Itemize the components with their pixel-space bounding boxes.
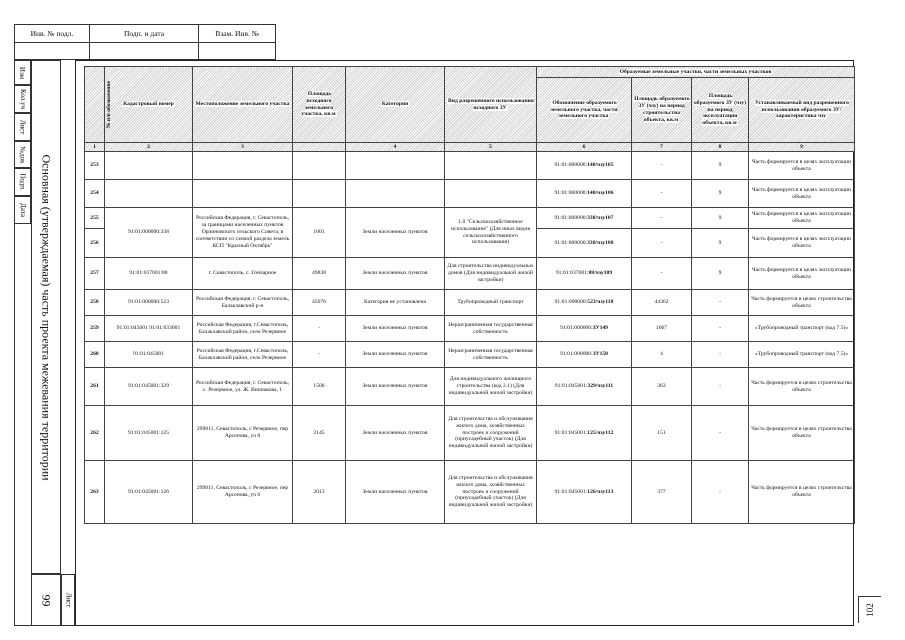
cell-loc: г. Севастополь, с. Гончарное bbox=[193, 258, 293, 290]
cell-obozn: 91:01:000000:523/чзу110 bbox=[537, 290, 632, 316]
cell-vid: «Трубопроводный транспорт (код 7.5)» bbox=[749, 316, 855, 342]
cell-area: - bbox=[293, 342, 346, 368]
cell-vid: Часть формируется в целях эксплуатации объекта bbox=[749, 258, 855, 290]
cell-vid: Часть формируется в целях строительства объекта bbox=[749, 290, 855, 316]
margin-label-1: Кол.уч bbox=[14, 85, 31, 113]
margin-label-2: Лист bbox=[14, 113, 31, 141]
header-area-build: Площадь образуемого ЗУ (чзу) на период строительства объекта, кв.м bbox=[632, 78, 692, 143]
cell-s7: - bbox=[632, 152, 692, 180]
cell-area: 49838 bbox=[293, 258, 346, 290]
cell-kad bbox=[105, 180, 193, 208]
cell-kad: 91:01:045001:126 bbox=[105, 461, 193, 524]
cell-s7: 377 bbox=[632, 461, 692, 524]
cell-area: 2013 bbox=[293, 461, 346, 524]
cell-area: - bbox=[293, 316, 346, 342]
cell-cat: Земли населенных пунктов bbox=[346, 208, 445, 258]
cell-s8: - bbox=[692, 406, 749, 461]
header-kad: Кадастровый номер bbox=[105, 67, 193, 143]
cell-loc: Российская Федерация, г. Севастополь, за границами населенных пунктов Орлиновского сельского Совета, в соответствии со схемой раздела земель КСП "Красный Октябрь" bbox=[193, 208, 293, 258]
cell-cat: Земли населенных пунктов bbox=[346, 258, 445, 290]
table-row bbox=[85, 406, 855, 461]
cell-s7: 4 bbox=[632, 342, 692, 368]
cell-cat: Земли населенных пунктов bbox=[346, 368, 445, 406]
cell-vri: Для строительства индивидуальных домов (Для индивидуальной жилой застройки) bbox=[445, 258, 537, 290]
cell-kad: 91:01:045001:125 bbox=[105, 406, 193, 461]
cell-s7: 151 bbox=[632, 406, 692, 461]
cell-loc bbox=[193, 152, 293, 180]
header-location: Местоположение земельного участка bbox=[193, 67, 293, 143]
cell-area: 1001 bbox=[293, 208, 346, 258]
cell-obozn: 91:01:000000:338/чзу108 bbox=[537, 229, 632, 258]
table-row bbox=[85, 152, 855, 180]
stamp-sign: Подп. и дата bbox=[89, 25, 198, 43]
cell-s7: - bbox=[632, 180, 692, 208]
margin-label-5: Дата bbox=[14, 196, 31, 224]
cell-vid: Часть формируется в целях строительства объекта bbox=[749, 406, 855, 461]
header-obozn: Обозначение образуемого земельного участка, части земельного участка bbox=[537, 78, 632, 143]
table-row bbox=[85, 258, 855, 290]
cell-n: 261 bbox=[85, 368, 105, 406]
cell-s8: 9 bbox=[692, 258, 749, 290]
cell-area: 1500 bbox=[293, 368, 346, 406]
cell-n: 256 bbox=[85, 229, 105, 258]
sheet-number: 102 bbox=[858, 596, 881, 623]
cell-kad: 91:01:000000:338 bbox=[105, 208, 193, 258]
cell-vri: Для индивидуального жилищного строительства (код 2.1) (Для индивидуальной жилой застройки) bbox=[445, 368, 537, 406]
cell-s8: 9 bbox=[692, 208, 749, 229]
cell-vri: Трубопроводный транспорт bbox=[445, 290, 537, 316]
cell-s8: - bbox=[692, 461, 749, 524]
cell-obozn: 91:01:045001:329/чзу111 bbox=[537, 368, 632, 406]
cell-cat: Земли населенных пунктов bbox=[346, 406, 445, 461]
cell-n: 254 bbox=[85, 180, 105, 208]
cell-s8: - bbox=[692, 290, 749, 316]
cell-kad: 91:01:045001:329 bbox=[105, 368, 193, 406]
cell-vid: Часть формируется в целях строительства объекта bbox=[749, 461, 855, 524]
cell-s8: - bbox=[692, 342, 749, 368]
cell-vri bbox=[445, 180, 537, 208]
cell-s7: 44362 bbox=[632, 290, 692, 316]
cell-vri: Неразграниченная государственная собственность bbox=[445, 342, 537, 368]
margin-label-3: №док bbox=[14, 141, 31, 168]
stamp-inv: Инв. № подл. bbox=[15, 25, 90, 43]
cell-obozn: 91:01:000000:140/чзу105 bbox=[537, 152, 632, 180]
cell-kad bbox=[105, 152, 193, 180]
cell-loc: Российская Федерация, г.Севастополь, Балаклавский район, село Резервное bbox=[193, 316, 293, 342]
cell-obozn: 91:01:000000:338/чзу107 bbox=[537, 208, 632, 229]
land-plots-table bbox=[84, 66, 855, 524]
cell-loc: Российская Федерация, г. Севастополь, Балаклавский р-н bbox=[193, 290, 293, 316]
cell-s8: - bbox=[692, 316, 749, 342]
margin-label-4: Подп. bbox=[14, 168, 31, 196]
margin-label-0: Изм bbox=[14, 60, 31, 85]
land-plots-table-wrapper bbox=[84, 66, 854, 524]
cell-s8: 9 bbox=[692, 229, 749, 258]
header-vri: Вид разрешенного использования исходного ЗУ bbox=[445, 67, 537, 143]
cell-s8: 9 bbox=[692, 152, 749, 180]
cell-obozn: 91:01:045001:125/чзу112 bbox=[537, 406, 632, 461]
cell-cat bbox=[346, 152, 445, 180]
cell-vid: Часть формируется в целях эксплуатации объекта bbox=[749, 152, 855, 180]
cell-s7: 1667 bbox=[632, 316, 692, 342]
index-row: 1 2 3 4 5 6 7 8 9 bbox=[85, 143, 855, 152]
cell-n: 263 bbox=[85, 461, 105, 524]
cell-n: 260 bbox=[85, 342, 105, 368]
cell-n: 262 bbox=[85, 406, 105, 461]
table-row bbox=[85, 290, 855, 316]
cell-vri bbox=[445, 152, 537, 180]
cell-kad: 91:01:037001:88 bbox=[105, 258, 193, 290]
cell-n: 258 bbox=[85, 290, 105, 316]
cell-s8: 9 bbox=[692, 180, 749, 208]
cell-area bbox=[293, 180, 346, 208]
cell-vid: Часть формируется в целях эксплуатации объекта bbox=[749, 208, 855, 229]
cell-loc: 299811, Севастополь, с Резервное, пер Арсенова, уч 8 bbox=[193, 406, 293, 461]
table-row bbox=[85, 316, 855, 342]
list-label-box: Лист bbox=[61, 574, 75, 626]
cell-vri: Неразграниченная государственная собственность bbox=[445, 316, 537, 342]
cell-s7: - bbox=[632, 258, 692, 290]
cell-obozn: 91:01:037001:88/чзу109 bbox=[537, 258, 632, 290]
cell-vri: 1.0 "Сельскохозяйственное использование" (Для иных видов сельскохозяйственного использования) bbox=[445, 208, 537, 258]
cell-s8: - bbox=[692, 368, 749, 406]
cell-vid: Часть формируется в целях эксплуатации объекта bbox=[749, 229, 855, 258]
cell-cat bbox=[346, 180, 445, 208]
table-row bbox=[85, 368, 855, 406]
cell-vid: Часть формируется в целях строительства объекта bbox=[749, 368, 855, 406]
cell-obozn: 91:01:000000:ЗУ150 bbox=[537, 342, 632, 368]
cell-kad: 91:01:000000:523 bbox=[105, 290, 193, 316]
cell-n: 257 bbox=[85, 258, 105, 290]
header-num: № п/п обозначение bbox=[85, 67, 105, 143]
header-category: Категория bbox=[346, 67, 445, 143]
cell-loc: Российская Федерация, г.Севастополь, Балаклавский район, село Резервное bbox=[193, 342, 293, 368]
cell-kad: 91:01:045001 91:01:033001 bbox=[105, 316, 193, 342]
document-title-vertical: Основная (утверждаемая) часть проекта межевания территории bbox=[31, 60, 61, 574]
cell-obozn: 91:01:045001:126/чзу113 bbox=[537, 461, 632, 524]
cell-obozn: 91:01:000000:ЗУ149 bbox=[537, 316, 632, 342]
header-area-exploit: Площадь образуемого ЗУ (чзу) на период эксплуатации объекта, кв.м bbox=[692, 78, 749, 143]
stamp-vzam: Взам. Инв. № bbox=[199, 25, 276, 43]
cell-vid: «Трубопроводный транспорт (код 7.5)» bbox=[749, 342, 855, 368]
page-number-box: 99 bbox=[31, 574, 61, 626]
cell-area: 45076 bbox=[293, 290, 346, 316]
cell-area bbox=[293, 152, 346, 180]
header-vid: Устанавливаемый вид разрешенного использования образуемого ЗУ/характеристика чзу bbox=[749, 78, 855, 143]
cell-cat: Земли населенных пунктов bbox=[346, 342, 445, 368]
cell-loc: 299811, Севастополь, с Резервное, пер Арсенова, уч 6 bbox=[193, 461, 293, 524]
cell-vri: Для строительства и обслуживания жилого дома, хозяйственных построек и сооружений (приусадебный участок) (Для индивидуальной жилой застройки) bbox=[445, 406, 537, 461]
cell-s7: - bbox=[632, 208, 692, 229]
cell-s7: 363 bbox=[632, 368, 692, 406]
cell-n: 255 bbox=[85, 208, 105, 229]
cell-cat: Земли населенных пунктов bbox=[346, 461, 445, 524]
cell-area: 2145 bbox=[293, 406, 346, 461]
cell-n: 259 bbox=[85, 316, 105, 342]
header-area: Площадь исходного земельного участка, кв.м bbox=[293, 67, 346, 143]
header-group: Образуемые земельные участки, части земельных участков bbox=[537, 67, 855, 78]
cell-loc bbox=[193, 180, 293, 208]
table-row bbox=[85, 180, 855, 208]
cell-kad: 91:01:045001 bbox=[105, 342, 193, 368]
cell-cat: Земли населенных пунктов bbox=[346, 316, 445, 342]
top-stamp bbox=[14, 24, 276, 60]
cell-loc: Российская Федерация, г. Севастополь, с. Резервное, ул. Ж. Випиакова, 1 bbox=[193, 368, 293, 406]
cell-vri: Для строительства и обслуживания жилого дома, хозяйственных построек и сооружений (приусадебный участок) (Для индивидуальной жилой застройки) bbox=[445, 461, 537, 524]
table-row bbox=[85, 461, 855, 524]
table-row bbox=[85, 208, 855, 229]
cell-cat: Категория не установлена bbox=[346, 290, 445, 316]
table-row bbox=[85, 342, 855, 368]
cell-obozn: 91:01:000000:140/чзу106 bbox=[537, 180, 632, 208]
cell-vid: Часть формируется в целях эксплуатации объекта bbox=[749, 180, 855, 208]
cell-n: 253 bbox=[85, 152, 105, 180]
cell-s7: - bbox=[632, 229, 692, 258]
